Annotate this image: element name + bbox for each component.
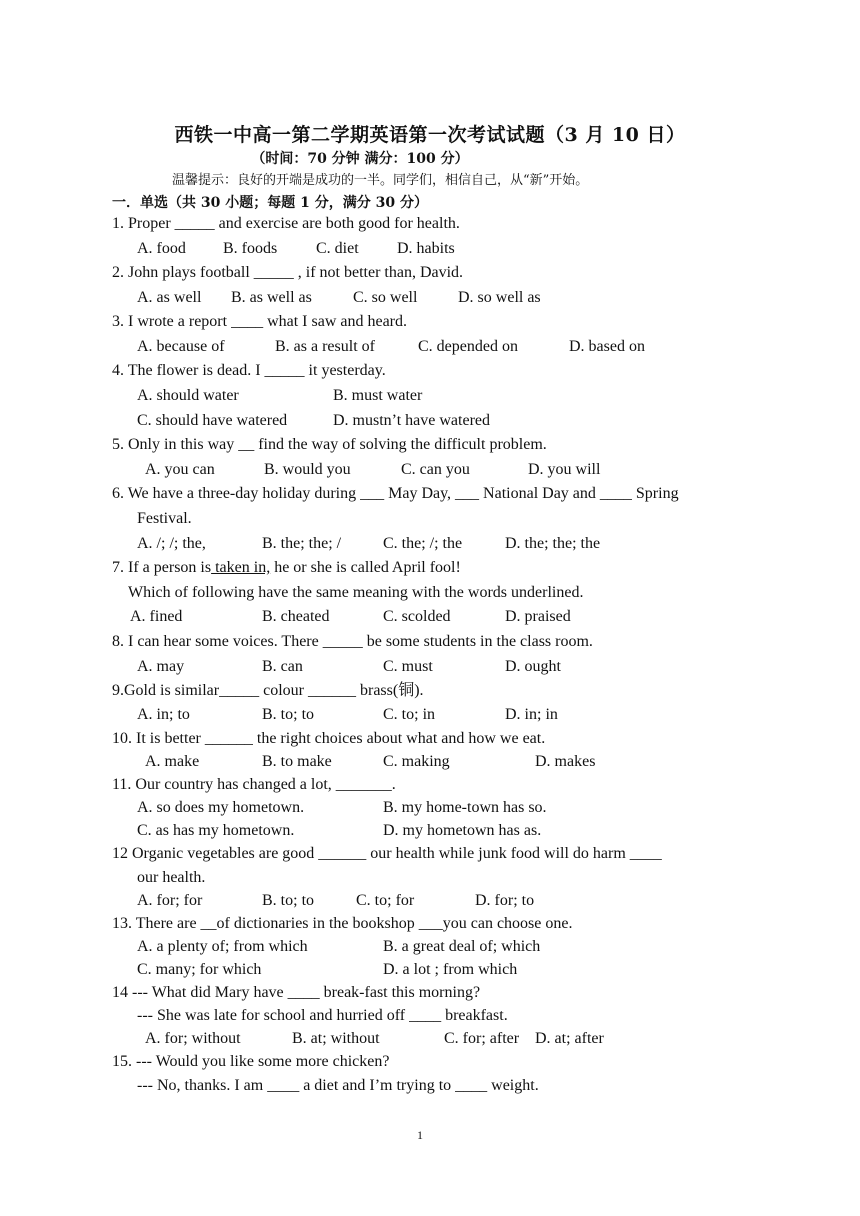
question-13-option-d: D. a lot ; from which <box>383 961 518 978</box>
question-6-stem-continued: Festival. <box>137 510 192 527</box>
question-11-option-a: A. so does my hometown. <box>137 799 305 816</box>
question-4-option-b: B. must water <box>333 387 423 404</box>
question-7-underlined-phrase: taken in, <box>211 559 271 576</box>
question-13-option-b: B. a great deal of; which <box>383 938 541 955</box>
question-14-option-b: B. at; without <box>292 1030 380 1047</box>
question-2-option-b: B. as well as <box>231 289 312 306</box>
question-3-option-d: D. based on <box>569 338 645 355</box>
question-7-stem-start: 7. If a person is <box>112 559 212 576</box>
question-5-option-b: B. would you <box>264 461 351 478</box>
question-7-stem-end: he or she is called April fool! <box>270 559 461 576</box>
question-5-stem: 5. Only in this way __ find the way of solving the difficult problem. <box>112 436 547 453</box>
question-5-option-d: D. you will <box>528 461 601 478</box>
question-8-option-c: C. must <box>383 658 433 675</box>
question-5-option-a: A. you can <box>145 461 215 478</box>
question-10-option-a: A. make <box>145 753 200 770</box>
question-2-option-a: A. as well <box>137 289 202 306</box>
question-5-option-c: C. can you <box>401 461 470 478</box>
question-9-option-b: B. to; to <box>262 706 315 723</box>
question-13-option-a: A. a plenty of; from which <box>137 938 308 955</box>
question-3-option-b: B. as a result of <box>275 338 375 355</box>
question-8-option-d: D. ought <box>505 658 561 675</box>
question-9-stem: 9.Gold is similar_____ colour ______ brass(铜). <box>112 682 424 699</box>
question-4-option-c: C. should have watered <box>137 412 288 429</box>
question-7-option-b: B. cheated <box>262 608 330 625</box>
question-15-stem: 15. --- Would you like some more chicken? <box>112 1053 390 1070</box>
question-6-option-b: B. the; the; / <box>262 535 342 552</box>
question-1-option-b: B. foods <box>223 240 278 257</box>
question-8-option-a: A. may <box>137 658 185 675</box>
question-6-option-d: D. the; the; the <box>505 535 601 552</box>
question-7-instruction: Which of following have the same meaning with the words underlined. <box>128 584 584 601</box>
question-7-option-a: A. fined <box>130 608 183 625</box>
question-13-stem: 13. There are __of dictionaries in the bookshop ___you can choose one. <box>112 915 573 932</box>
question-9-option-d: D. in; in <box>505 706 558 723</box>
question-6-option-a: A. /; /; the, <box>137 535 206 552</box>
question-11-option-c: C. as has my hometown. <box>137 822 295 839</box>
question-2-option-d: D. so well as <box>458 289 541 306</box>
exam-title: 西铁一中高一第二学期英语第一次考试试题（3 月 10 日） <box>174 124 686 146</box>
question-14-option-a: A. for; without <box>145 1030 241 1047</box>
question-14-reply: --- She was late for school and hurried off ____ breakfast. <box>137 1007 508 1024</box>
page-number: 1 <box>417 1128 423 1142</box>
warm-tip: 温馨提示：良好的开端是成功的一半。同学们，相信自己，从“新”开始。 <box>172 173 589 188</box>
question-1-stem: 1. Proper _____ and exercise are both good for health. <box>112 215 460 232</box>
question-9-option-c: C. to; in <box>383 706 436 723</box>
question-7-option-c: C. scolded <box>383 608 451 625</box>
question-12-stem-continued: our health. <box>137 869 206 886</box>
question-3-option-a: A. because of <box>137 338 225 355</box>
question-10-option-b: B. to make <box>262 753 332 770</box>
question-9-option-a: A. in; to <box>137 706 190 723</box>
question-1-option-d: D. habits <box>397 240 455 257</box>
question-12-option-c: C. to; for <box>356 892 415 909</box>
question-12-option-a: A. for; for <box>137 892 203 909</box>
question-12-option-b: B. to; to <box>262 892 315 909</box>
question-12-stem: 12 Organic vegetables are good ______ our health while junk food will do harm ____ <box>112 845 662 862</box>
question-10-option-d: D. makes <box>535 753 596 770</box>
question-6-stem: 6. We have a three-day holiday during ___ May Day, ___ National Day and ____ Spring <box>112 485 679 502</box>
exam-time-and-score: （时间：70 分钟 满分：100 分） <box>251 151 469 167</box>
question-12-option-d: D. for; to <box>475 892 535 909</box>
question-14-stem: 14 --- What did Mary have ____ break-fast this morning? <box>112 984 481 1001</box>
question-2-stem: 2. John plays football _____ , if not better than, David. <box>112 264 464 281</box>
question-4-option-a: A. should water <box>137 387 239 404</box>
question-7-stem <box>112 559 461 577</box>
question-11-stem: 11. Our country has changed a lot, _______. <box>112 776 396 793</box>
question-2-option-c: C. so well <box>353 289 418 306</box>
question-10-option-c: C. making <box>383 753 450 770</box>
question-14-option-c: C. for; after <box>444 1030 520 1047</box>
question-7-option-d: D. praised <box>505 608 571 625</box>
section-heading: 一．单选（共 30 小题；每题 1 分，满分 30 分） <box>112 195 428 211</box>
question-1-option-a: A. food <box>137 240 186 257</box>
question-3-option-c: C. depended on <box>418 338 518 355</box>
question-8-option-b: B. can <box>262 658 303 675</box>
question-13-option-c: C. many; for which <box>137 961 262 978</box>
question-6-option-c: C. the; /; the <box>383 535 463 552</box>
question-3-stem: 3. I wrote a report ____ what I saw and heard. <box>112 313 408 330</box>
question-4-option-d: D. mustn’t have watered <box>333 412 490 429</box>
question-4-stem: 4. The flower is dead. I _____ it yesterday. <box>112 362 386 379</box>
question-11-option-b: B. my home-town has so. <box>383 799 547 816</box>
question-8-stem: 8. I can hear some voices. There _____ be some students in the class room. <box>112 633 593 650</box>
question-1-option-c: C. diet <box>316 240 359 257</box>
question-15-reply: --- No, thanks. I am ____ a diet and I’m trying to ____ weight. <box>137 1077 539 1094</box>
question-11-option-d: D. my hometown has as. <box>383 822 542 839</box>
question-10-stem: 10. It is better ______ the right choices about what and how we eat. <box>112 730 546 747</box>
question-14-option-d: D. at; after <box>535 1030 604 1047</box>
